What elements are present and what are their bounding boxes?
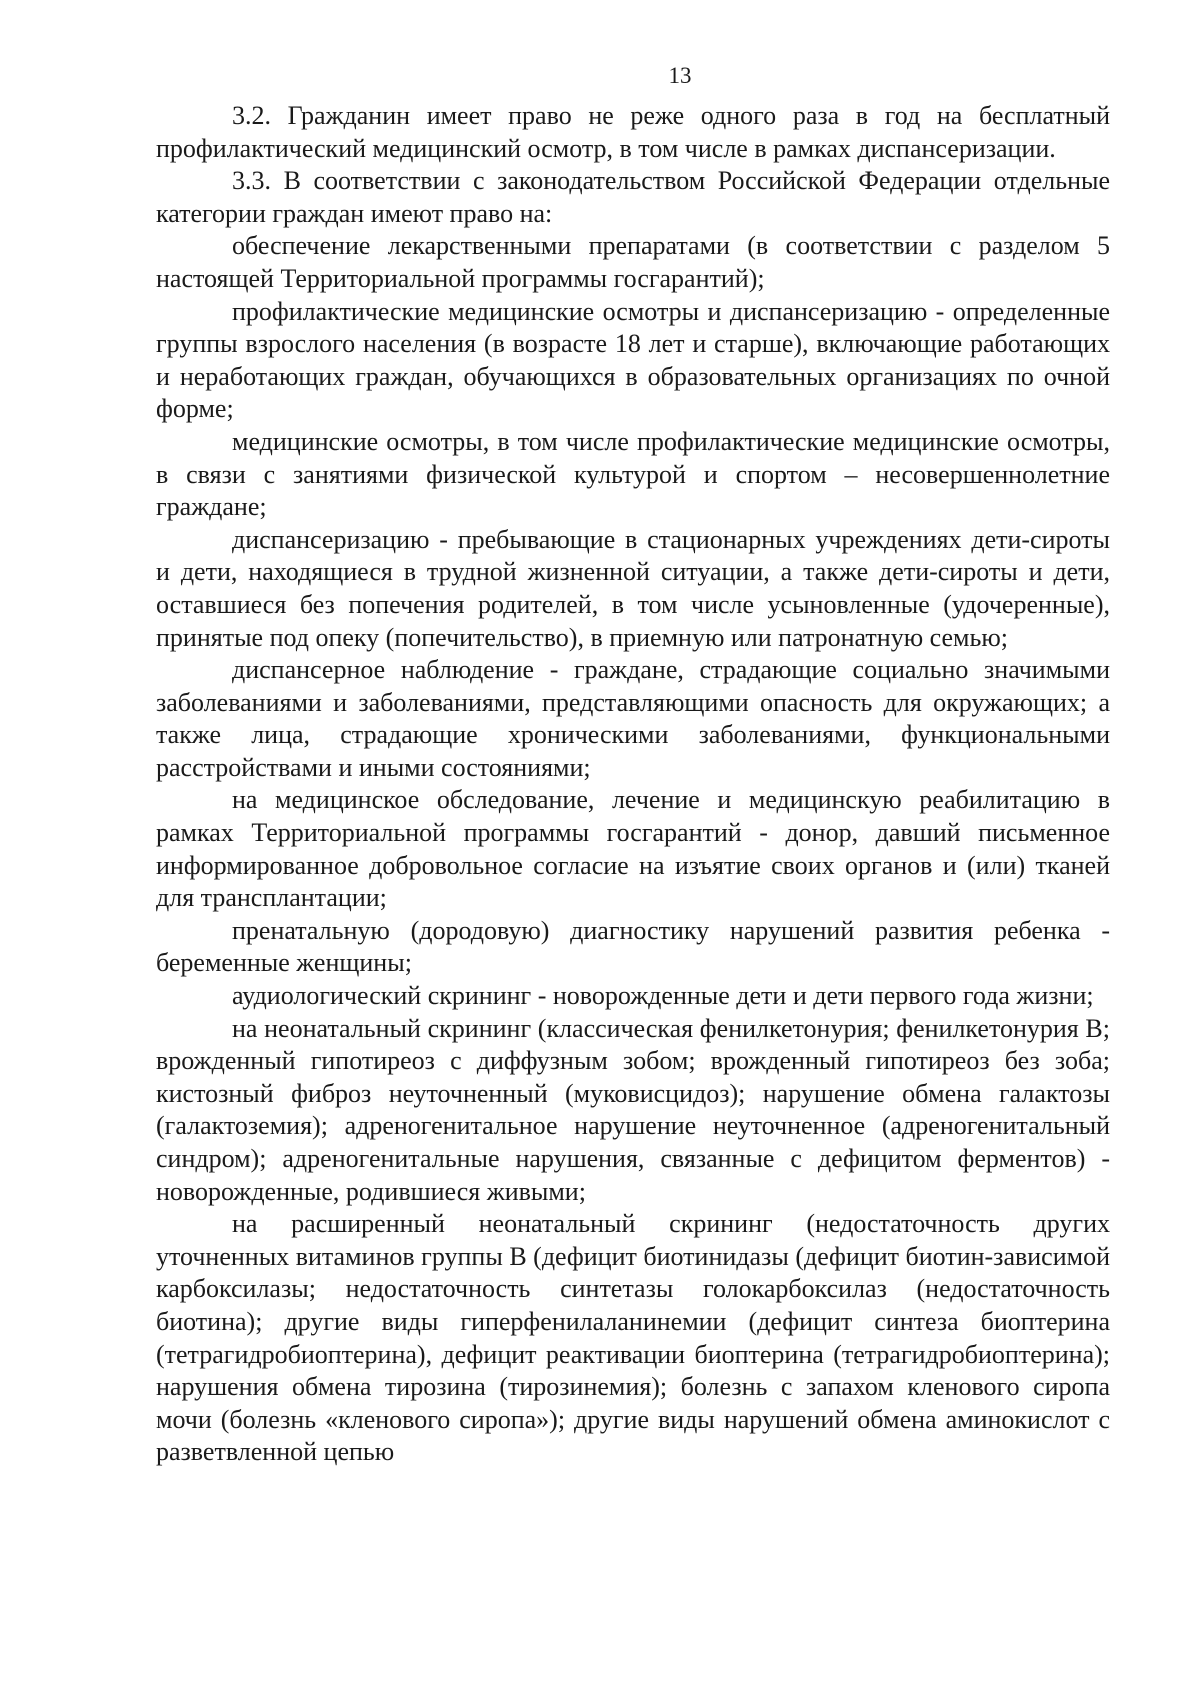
paragraph-3-2: 3.2. Гражданин имеет право не реже одного раза в год на бесплатный профилактический медицинский осмотр, в том числе в рамках диспансеризации. (156, 101, 1110, 163)
paragraph-3-3: 3.3. В соответствии с законодательством Российской Федерации отдельные категории граждан имеют право на: (156, 166, 1110, 228)
paragraph-medications: обеспечение лекарственными препаратами (в соответствии с разделом 5 настоящей Территориальной программы госгарантий); (156, 231, 1110, 293)
paragraph-audiological: аудиологический скрининг - новорожденные дети и дети первого года жизни; (232, 981, 1094, 1011)
paragraph-preventive-exams: профилактические медицинские осмотры и диспансеризацию - определенные группы взрослого населения (в возрасте 18 лет и старше), включающие работающих и неработающих граждан, обучающихся в образовательных организациях по очной форме; (156, 296, 1110, 424)
paragraph-orphans-dispensarization: диспансеризацию - пребывающие в стационарных учреждениях дети-сироты и дети, находящиеся в трудной жизненной ситуации, а также дети-сироты и дети, оставшиеся без попечения родителей, в том числе усыновленные (удочеренные), принятые под опеку (попечительство), в приемную или патронатную семью; (156, 524, 1110, 652)
paragraph-donor: на медицинское обследование, лечение и медицинскую реабилитацию в рамках Территориальной программы госгарантий - донор, давший письменное информированное добровольное согласие на изъятие своих органов и (или) тканей для трансплантации; (156, 785, 1110, 913)
paragraph-dispensary-observation: диспансерное наблюдение - граждане, страдающие социально значимыми заболеваниями и заболеваниями, представляющими опасность для окружающих; а также лица, страдающие хроническими заболеваниями, функциональными расстройствами и иными состояниями; (156, 655, 1110, 782)
paragraph-neonatal-screening: на неонатальный скрининг (классическая фенилкетонурия; фенилкетонурия B; врожденный гипотиреоз с диффузным зобом; врожденный гипотиреоз без зоба; кистозный фиброз неуточненный (муковисцидоз); нарушение обмена галактозы (галактоземия); адреногенитальное нарушение неуточненное (адреногенитальный синдром); адреногенитальные нарушения, связанные с дефицитом ферментов) - новорожденные, родившиеся живыми; (156, 1013, 1110, 1206)
page-number: 13 (668, 63, 692, 88)
paragraph-extended-neonatal-screening: на расширенный неонатальный скрининг (недостаточность других уточненных витаминов группы B (дефицит биотинидазы (дефицит биотин-зависимой карбоксилазы; недостаточность синтетазы голокарбоксилаз (недостаточность биотина); другие виды гиперфенилаланинемии (дефицит синтеза биоптерина (тетрагидробиоптерина), дефицит реактивации биоптерина (тетрагидробиоптерина); нарушения обмена тирозина (тирозинемия); болезнь с запахом кленового сиропа мочи (болезнь «кленового сиропа»); другие виды нарушений обмена аминокислот с разветвленной цепью (156, 1209, 1110, 1467)
paragraph-medical-exams-minors: медицинские осмотры, в том числе профилактические медицинские осмотры, в связи с занятиями физической культурой и спортом – несовершеннолетние граждане; (156, 426, 1110, 522)
paragraph-prenatal: пренатальную (дородовую) диагностику нарушений развития ребенка - беременные женщины; (156, 915, 1110, 978)
document-body (156, 100, 1110, 1469)
